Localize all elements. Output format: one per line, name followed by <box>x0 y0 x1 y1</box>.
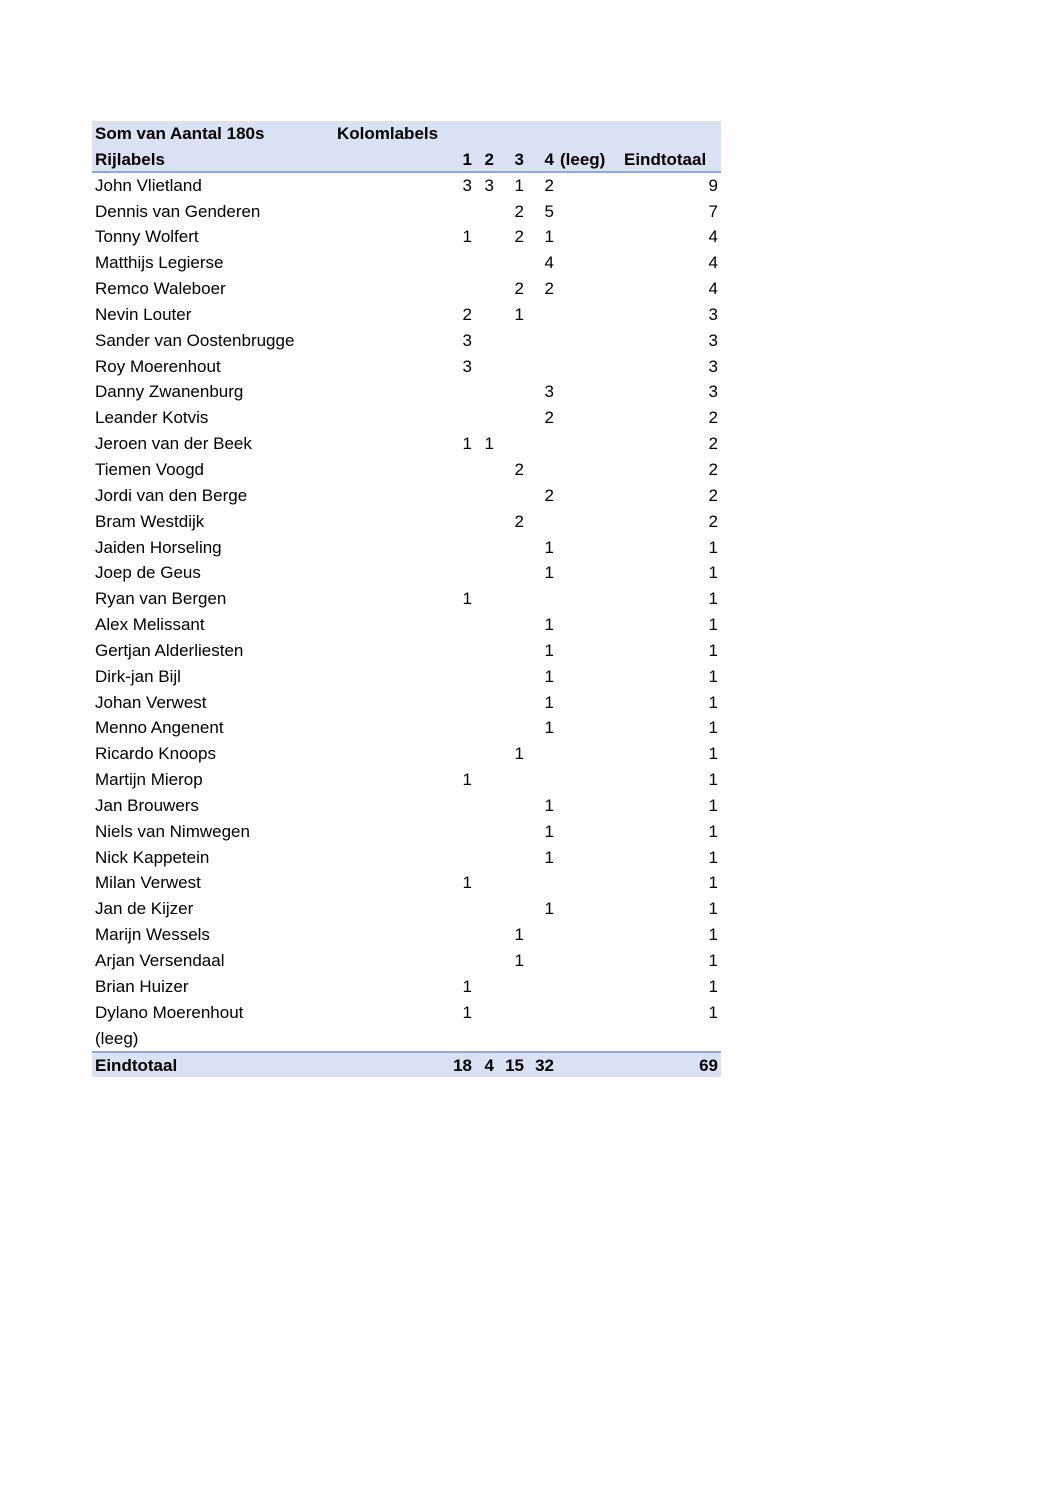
cell-col-1: 1 <box>462 770 472 790</box>
row-label[interactable]: Niels van Nimwegen <box>95 821 250 841</box>
row-label[interactable]: Jeroen van der Beek <box>95 434 252 454</box>
cell-col-3: 2 <box>514 279 524 299</box>
row-label[interactable]: Brian Huizer <box>95 976 189 996</box>
cell-col-1: 1 <box>462 976 472 996</box>
grand-total-col-1: 18 <box>453 1056 472 1076</box>
cell-col-1: 2 <box>462 304 472 324</box>
table-row <box>92 483 721 509</box>
cell-col-4: 1 <box>544 227 554 247</box>
row-label[interactable]: Alex Melissant <box>95 615 205 635</box>
table-row <box>92 741 721 767</box>
table-row <box>92 870 721 896</box>
header-row-1 <box>92 121 721 147</box>
table-row <box>92 948 721 974</box>
row-label[interactable]: (leeg) <box>95 1028 139 1048</box>
row-label[interactable]: Sander van Oostenbrugge <box>95 330 295 350</box>
cell-row-total: 1 <box>708 847 718 867</box>
cell-col-4: 1 <box>544 718 554 738</box>
row-label[interactable]: John Vlietland <box>95 175 202 195</box>
table-row <box>92 224 721 250</box>
cell-row-total: 1 <box>708 692 718 712</box>
cell-row-total: 1 <box>708 744 718 764</box>
column-labels-dropdown[interactable]: Kolomlabels <box>337 124 439 143</box>
table-row <box>92 354 721 380</box>
cell-col-2: 3 <box>484 175 494 195</box>
row-label[interactable]: Danny Zwanenburg <box>95 382 244 402</box>
table-row <box>92 173 721 199</box>
row-label[interactable]: Tiemen Voogd <box>95 459 204 479</box>
cell-col-4: 1 <box>544 640 554 660</box>
cell-col-3: 2 <box>514 227 524 247</box>
table-row <box>92 922 721 948</box>
cell-col-4: 1 <box>544 666 554 686</box>
table-row <box>92 896 721 922</box>
table-row <box>92 586 721 612</box>
cell-col-4: 1 <box>544 847 554 867</box>
cell-row-total: 1 <box>708 563 718 583</box>
cell-row-total: 2 <box>708 511 718 531</box>
cell-row-total: 2 <box>708 485 718 505</box>
cell-row-total: 3 <box>708 330 718 350</box>
row-label[interactable]: Martijn Mierop <box>95 770 203 790</box>
cell-row-total: 1 <box>708 821 718 841</box>
cell-row-total: 3 <box>708 304 718 324</box>
value-field-label[interactable]: Som van Aantal 180s <box>95 124 265 143</box>
cell-col-1: 3 <box>462 175 472 195</box>
cell-row-total: 1 <box>708 666 718 686</box>
row-label[interactable]: Jaiden Horseling <box>95 537 222 557</box>
cell-col-1: 1 <box>462 873 472 893</box>
table-row <box>92 974 721 1000</box>
cell-row-total: 1 <box>708 873 718 893</box>
cell-row-total: 1 <box>708 718 718 738</box>
row-label[interactable]: Dennis van Genderen <box>95 201 261 221</box>
cell-col-1: 3 <box>462 356 472 376</box>
table-row <box>92 405 721 431</box>
row-label[interactable]: Milan Verwest <box>95 873 201 893</box>
grand-total-col-4: 32 <box>535 1056 554 1076</box>
cell-col-4: 1 <box>544 537 554 557</box>
grand-total-value: 69 <box>699 1056 718 1076</box>
cell-col-3: 2 <box>514 201 524 221</box>
cell-row-total: 2 <box>708 434 718 454</box>
cell-row-total: 2 <box>708 408 718 428</box>
table-row <box>92 819 721 845</box>
header-row-2 <box>92 147 721 173</box>
table-row <box>92 715 721 741</box>
cell-col-1: 1 <box>462 589 472 609</box>
table-row <box>92 250 721 276</box>
cell-col-3: 2 <box>514 459 524 479</box>
cell-col-4: 1 <box>544 795 554 815</box>
cell-row-total: 4 <box>708 253 718 273</box>
cell-col-4: 2 <box>544 408 554 428</box>
column-header-2: 2 <box>484 149 494 169</box>
table-row <box>92 690 721 716</box>
table-body <box>92 173 721 1052</box>
column-header-3: 3 <box>514 149 524 169</box>
cell-col-4: 5 <box>544 201 554 221</box>
table-row <box>92 845 721 871</box>
pivot-table <box>92 121 721 1077</box>
table-row <box>92 457 721 483</box>
column-header-4: 4 <box>544 149 554 169</box>
cell-col-4: 1 <box>544 821 554 841</box>
cell-row-total: 1 <box>708 1002 718 1022</box>
row-label[interactable]: Roy Moerenhout <box>95 356 221 376</box>
cell-row-total: 1 <box>708 770 718 790</box>
cell-col-4: 4 <box>544 253 554 273</box>
cell-col-3: 1 <box>514 744 524 764</box>
row-label[interactable]: Jan Brouwers <box>95 795 199 815</box>
cell-row-total: 1 <box>708 925 718 945</box>
cell-col-1: 1 <box>462 1002 472 1022</box>
cell-row-total: 7 <box>708 201 718 221</box>
cell-col-3: 1 <box>514 175 524 195</box>
table-row <box>92 638 721 664</box>
table-row <box>92 612 721 638</box>
cell-row-total: 1 <box>708 537 718 557</box>
row-label[interactable]: Remco Waleboer <box>95 279 226 299</box>
row-label[interactable]: Arjan Versendaal <box>95 951 225 970</box>
table-row <box>92 767 721 793</box>
cell-col-4: 2 <box>544 175 554 195</box>
cell-col-3: 1 <box>514 951 524 970</box>
column-header-eindtotaal: Eindtotaal <box>624 149 707 169</box>
cell-col-1: 1 <box>462 227 472 247</box>
row-label[interactable]: Leander Kotvis <box>95 408 209 428</box>
column-header-1: 1 <box>462 149 472 169</box>
row-label[interactable]: Johan Verwest <box>95 692 207 712</box>
row-label[interactable]: Tonny Wolfert <box>95 227 199 247</box>
cell-col-3: 1 <box>514 304 524 324</box>
cell-col-4: 1 <box>544 692 554 712</box>
table-row <box>92 664 721 690</box>
cell-col-3: 2 <box>514 511 524 531</box>
cell-col-4: 3 <box>544 382 554 402</box>
cell-row-total: 4 <box>708 279 718 299</box>
table-row <box>92 276 721 302</box>
cell-row-total: 1 <box>708 899 718 919</box>
table-row <box>92 535 721 561</box>
row-label[interactable]: Jan de Kijzer <box>95 899 194 919</box>
row-label[interactable]: Marijn Wessels <box>95 925 210 945</box>
table-row <box>92 302 721 328</box>
cell-col-4: 1 <box>544 899 554 919</box>
cell-row-total: 1 <box>708 795 718 815</box>
row-label[interactable]: Joep de Geus <box>95 563 201 583</box>
cell-row-total: 1 <box>708 589 718 609</box>
table-row <box>92 560 721 586</box>
table-row <box>92 328 721 354</box>
cell-col-4: 2 <box>544 279 554 299</box>
cell-col-4: 1 <box>544 615 554 635</box>
table-row <box>92 509 721 535</box>
row-label[interactable]: Nick Kappetein <box>95 847 210 867</box>
cell-row-total: 9 <box>708 175 718 195</box>
row-label[interactable]: Ryan van Bergen <box>95 589 227 609</box>
table-row <box>92 1000 721 1026</box>
cell-col-4: 2 <box>544 485 554 505</box>
row-label[interactable]: Menno Angenent <box>95 718 224 738</box>
row-label[interactable]: Matthijs Legierse <box>95 253 224 273</box>
cell-row-total: 3 <box>708 356 718 376</box>
cell-row-total: 2 <box>708 459 718 479</box>
row-label[interactable]: Ricardo Knoops <box>95 744 216 764</box>
cell-row-total: 4 <box>708 227 718 247</box>
table-row <box>92 199 721 225</box>
cell-col-1: 3 <box>462 330 472 350</box>
grand-total-row <box>92 1051 721 1077</box>
cell-row-total: 1 <box>708 951 718 970</box>
table-row <box>92 1026 721 1052</box>
table-row <box>92 793 721 819</box>
row-label[interactable]: Bram Westdijk <box>95 511 205 531</box>
row-label[interactable]: Dylano Moerenhout <box>95 1002 244 1022</box>
grand-total-col-2: 4 <box>484 1056 494 1076</box>
cell-col-1: 1 <box>462 434 472 454</box>
cell-col-4: 1 <box>544 563 554 583</box>
row-labels-dropdown[interactable]: Rijlabels <box>95 149 165 169</box>
cell-row-total: 1 <box>708 976 718 996</box>
row-label[interactable]: Jordi van den Berge <box>95 485 248 505</box>
cell-col-2: 1 <box>484 434 494 454</box>
table-row <box>92 431 721 457</box>
grand-total-label: Eindtotaal <box>95 1056 178 1076</box>
cell-row-total: 1 <box>708 615 718 635</box>
row-label[interactable]: Gertjan Alderliesten <box>95 640 244 660</box>
cell-row-total: 1 <box>708 640 718 660</box>
cell-col-3: 1 <box>514 925 524 945</box>
table-row <box>92 379 721 405</box>
column-header-leeg: (leeg) <box>560 149 606 169</box>
row-label[interactable]: Nevin Louter <box>95 304 192 324</box>
row-label[interactable]: Dirk-jan Bijl <box>95 666 181 686</box>
grand-total-col-3: 15 <box>505 1056 524 1076</box>
cell-row-total: 3 <box>708 382 718 402</box>
